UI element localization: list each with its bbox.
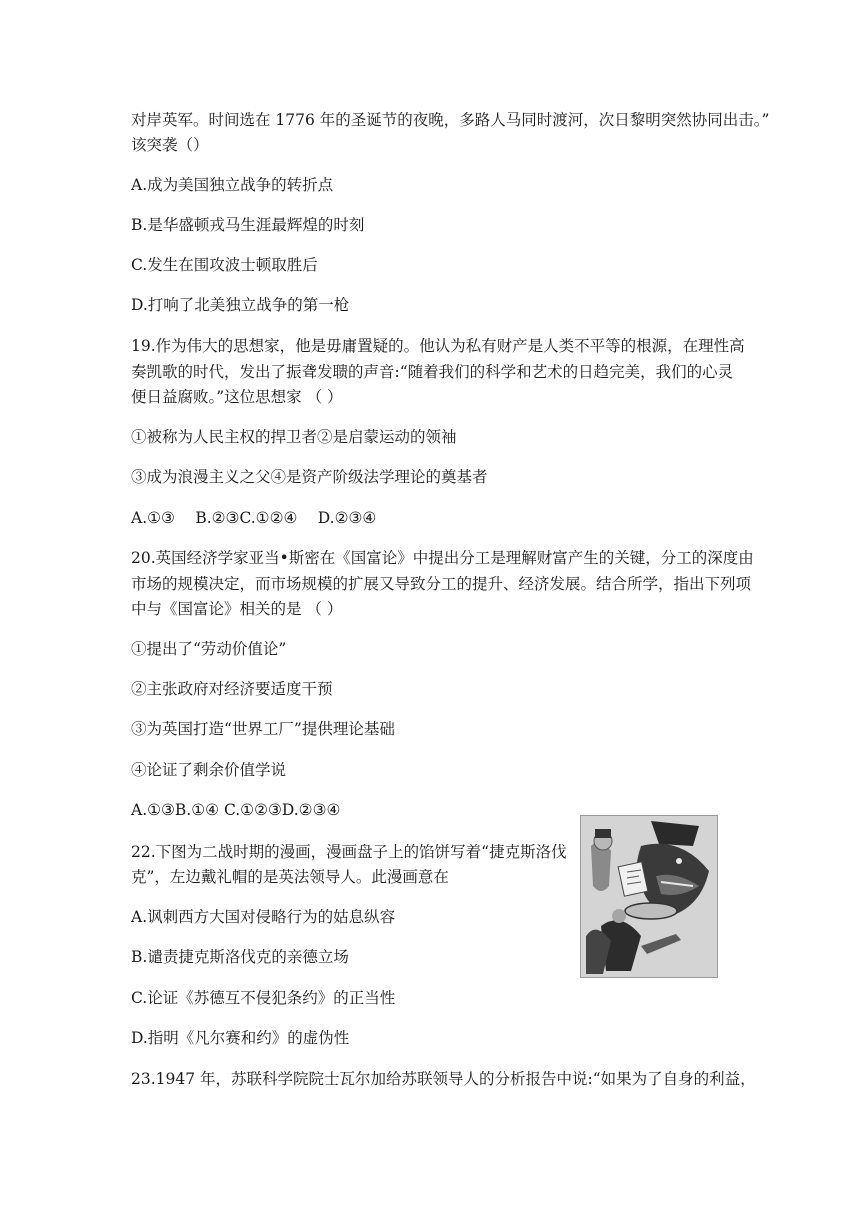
q22-option-a: A.讽刺西方大国对侵略行为的姑息纵容 [131,908,396,926]
q20-statement-2: ②主张政府对经济要适度干预 [131,680,333,698]
q20-stem-line2: 市场的规模决定，而市场规模的扩展又导致分工的提升、经济发展。结合所学，指出下列项 [131,575,752,593]
q19-statement-2: ③成为浪漫主义之父④是资产阶级法学理论的奠基者 [131,468,488,486]
q20-statement-4: ④论证了剩余价值学说 [131,761,287,779]
q22-stem-line1: 22.下图为二战时期的漫画，漫画盘子上的馅饼写着“捷克斯洛伐 [131,843,567,861]
cartoon-illustration [581,816,717,977]
q20-stem-line3: 中与《国富论》相关的是 （ ） [131,600,343,618]
q19-statement-1: ①被称为人民主权的捍卫者②是启蒙运动的领袖 [131,428,457,446]
q20-statement-1: ①提出了“劳动价值论” [131,640,287,658]
q19-stem-line2: 奏凯歌的时代，发出了振聋发聩的声音:“随着我们的科学和艺术的日趋完美，我们的心灵 [131,363,734,381]
q20-options: A.①③B.①④ C.①②③D.②③④ [131,801,341,819]
q18-stem-line1: 对岸英军。时间选在 1776 年的圣诞节的夜晚，多路人马同时渡河，次日黎明突然协同出击。” [131,111,770,129]
q20-statement-3: ③为英国打造“世界工厂”提供理论基础 [131,720,395,738]
q18-option-c: C.发生在围攻波士顿取胜后 [131,256,318,274]
q18-option-a: A.成为美国独立战争的转折点 [131,176,334,194]
political-cartoon-image [580,815,718,978]
q20-stem-line1: 20.英国经济学家亚当•斯密在《国富论》中提出分工是理解财富产生的关键，分工的深度由 [131,549,754,567]
q18-option-d: D.打响了北美独立战争的第一枪 [131,296,350,314]
q22-option-b: B.谴责捷克斯洛伐克的亲德立场 [131,948,349,966]
q22-stem-line2: 克”，左边戴礼帽的是英法领导人。此漫画意在 [131,868,449,886]
q18-stem-line2: 该突袭（） [131,136,209,154]
q18-option-b: B.是华盛顿戎马生涯最辉煌的时刻 [131,216,365,234]
q19-stem-line3: 便日益腐败。”这位思想家 （ ） [131,388,343,406]
q23-stem-line1: 23.1947 年，苏联科学院院士瓦尔加给苏联领导人的分析报告中说:“如果为了自身的利益， [131,1070,756,1088]
q19-stem-line1: 19.作为伟大的思想家，他是毋庸置疑的。他认为私有财产是人类不平等的根源，在理性高 [131,337,745,355]
q19-options: A.①③ B.②③C.①②④ D.②③④ [131,509,377,527]
q22-option-c: C.论证《苏德互不侵犯条约》的正当性 [131,989,396,1007]
q22-option-d: D.指明《凡尔赛和约》的虚伪性 [131,1029,350,1047]
